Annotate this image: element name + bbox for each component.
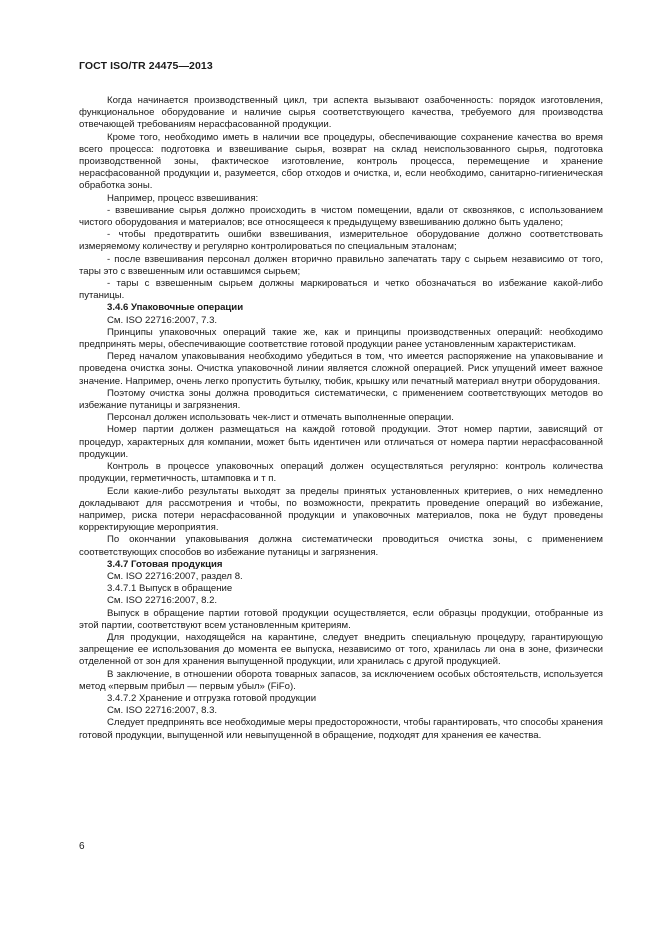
section-heading: 3.4.6 Упаковочные операции <box>107 302 244 314</box>
reference: См. ISO 22716:2007, раздел 8. <box>107 570 243 582</box>
paragraph: Для продукции, находящейся на карантине, следует внедрить специальную процедуру, гарантирующую запрещение ее использования до момента ее выпуска, независимо от того, хранилась ли она в зоне, физически отделенной от зон для хранения выпущенной продукции, или хранилась с другой продукцией. <box>79 631 603 668</box>
subsection-heading: 3.4.7.2 Хранение и отгрузка готовой продукции <box>107 692 317 704</box>
section-heading: 3.4.7 Готовая продукция <box>107 558 223 570</box>
paragraph: Номер партии должен размещаться на каждой готовой продукции. Этот номер партии, зависящий от процедур, характерных для компании, может быть идентичен или отличаться от номера партии нерасфасованной продукции. <box>79 424 603 460</box>
list-item: - после взвешивания персонал должен вторично правильно запечатать тару с сырьем независимо от того, тары это с взвешенным или оставшимся сырьем; <box>79 253 603 277</box>
list-item: - чтобы предотвратить ошибки взвешивания, измерительное оборудование должно соответствовать измеряемому количеству и регулярно контролироваться по специальным эталонам; <box>79 229 603 253</box>
list-item: - тары с взвешенным сырьем должны маркироваться и четко обозначаться во избежание какой-либо путаницы. <box>79 278 603 302</box>
list-item: - взвешивание сырья должно происходить в чистом помещении, вдали от сквозняков, с использованием чистого оборудования и материалов; все относящееся к предыдущему взвешиванию должно быть удалено; <box>79 204 603 229</box>
paragraph: Перед началом упаковывания необходимо убедиться в том, что имеется распоряжение на упаковывание и проведена очистка зоны. Очистка упаковочной линии является сложной операцией. Риск упущений имеет важное значение. Например, очень легко пропустить бутылку, тюбик, крышку или печатный материал внутри оборудования. <box>79 351 603 387</box>
paragraph: Контроль в процессе упаковочных операций должен осуществляться регулярно: контроль количества продукции, герметичность, штамповка и т п. <box>79 461 603 485</box>
reference: См. ISO 22716:2007, 8.2. <box>107 595 218 607</box>
paragraph: Например, процесс взвешивания: <box>107 192 259 204</box>
paragraph: Кроме того, необходимо иметь в наличии все процедуры, обеспечивающие сохранение качества во время всего процесса: подготовка и взвешивание сырья, возврат на склад неиспользованного сырья, подготовка производственной зоны, фактическое изготовление, контроль процесса, перемещение и хранение нерасфасованной продукции и, разумеется, сбор отходов и очистка, и, если необходимо, санитарно-гигиеническая обработка зоны. <box>79 131 603 192</box>
paragraph: Когда начинается производственный цикл, три аспекта вызывают озабоченность: порядок изготовления, функциональное оборудование и наличие сырья соответствующего качества, требуемого для производства отвечающей требованиям нерасфасованной продукции. <box>79 95 603 131</box>
document-header: ГОСТ ISO/TR 24475—2013 <box>79 60 213 72</box>
paragraph: В заключение, в отношении оборота товарных запасов, за исключением особых обстоятельств, используется метод «первым прибыл — первым убыл» (FiFo). <box>79 668 603 692</box>
paragraph: Следует предпринять все необходимые меры предосторожности, чтобы гарантировать, что способы хранения готовой продукции, выпущенной или невыпущенной в обращение, подходят для хранения ее качества. <box>79 717 603 741</box>
page-number: 6 <box>79 841 85 852</box>
subsection-heading: 3.4.7.1 Выпуск в обращение <box>107 583 233 595</box>
reference: См. ISO 22716:2007, 8.3. <box>107 705 218 717</box>
paragraph: Если какие-либо результаты выходят за пределы принятых установленных критериев, о них немедленно докладывают для рассмотрения и чтобы, по возможности, прекратить проведение операций во избежание, например, риска потери нерасфасованной продукции и упаковочных материалов, пока не будут проведены корректирующие мероприятия. <box>79 485 603 534</box>
paragraph: По окончании упаковывания должна систематически проводиться очистка зоны, с применением соответствующих способов во избежание путаницы и загрязнения. <box>79 534 603 558</box>
paragraph: Выпуск в обращение партии готовой продукции осуществляется, если образцы продукции, отобранные из этой партии, соответствуют всем установленным критериям. <box>79 607 603 631</box>
paragraph: Поэтому очистка зоны должна проводиться систематически, с применением соответствующих методов во избежание путаницы и загрязнения. <box>79 387 603 412</box>
paragraph: Принципы упаковочных операций такие же, как и принципы производственных операций: необходимо предпринять меры, обеспечивающие соответствие готовой продукции ранее установленным характеристикам. <box>79 326 603 351</box>
paragraph: Персонал должен использовать чек-лист и отмечать выполненные операции. <box>107 412 454 424</box>
reference: См. ISO 22716:2007, 7.3. <box>107 314 218 326</box>
document-body <box>79 95 603 742</box>
